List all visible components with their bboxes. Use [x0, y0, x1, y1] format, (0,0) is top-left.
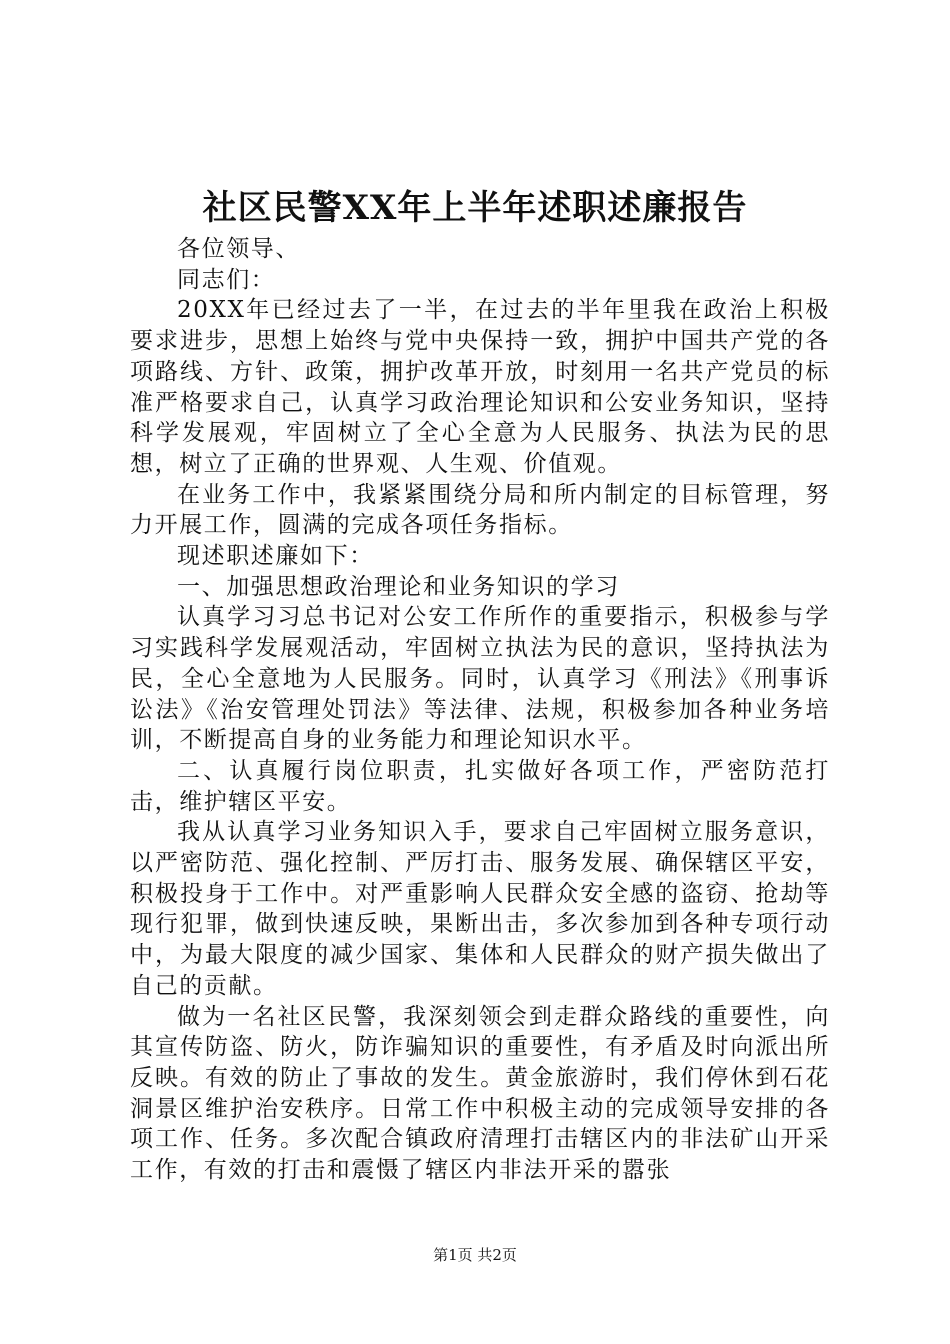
- section-heading-1: 一、加强思想政治理论和业务知识的学习: [177, 573, 620, 600]
- section-heading-2: 二、认真履行岗位职责，扎实做好各项工作，严密防范打击，维护辖区平安。: [130, 757, 830, 815]
- salutation-leaders: 各位领导、: [177, 236, 300, 262]
- paragraph-duties: 我从认真学习业务知识入手，要求自己牢固树立服务意识，以严密防范、强化控制、严厉打击、服务发展、确保辖区平安，积极投身于工作中。对严重影响人民群众安全感的盗窃、抢劫等现行犯罪，做到快速反映，果断出击，多次参加到各种专项行动中，为最大限度的减少国家、集体和人民群众的财产损失做出了自己的贡献。: [130, 819, 830, 999]
- paragraph-community: 做为一名社区民警，我深刻领会到走群众路线的重要性，向其宣传防盗、防火，防诈骗知识的重要性，有矛盾及时向派出所反映。有效的防止了事故的发生。黄金旅游时，我们停休到石花洞景区维护治安秩序。日常工作中积极主动的完成领导安排的各项工作、任务。多次配合镇政府清理打击辖区内的非法矿山开采工作，有效的打击和震慑了辖区内非法开采的嚣张: [130, 1003, 830, 1184]
- paragraph-study: 认真学习习总书记对公安工作所作的重要指示，积极参与学习实践科学发展观活动，牢固树立执法为民的意识，坚持执法为民，全心全意地为人民服务。同时，认真学习《刑法》《刑事诉讼法》《治安管理处罚法》等法律、法规，积极参加各种业务培训，不断提高自身的业务能力和理论知识水平。: [130, 604, 830, 754]
- salutation-comrades: 同志们：: [177, 266, 276, 293]
- paragraph-work: 在业务工作中，我紧紧围绕分局和所内制定的目标管理，努力开展工作，圆满的完成各项任务指标。: [130, 481, 830, 539]
- paragraph-lead-in: 现述职述廉如下：: [177, 543, 374, 570]
- document-title: 社区民警XX年上半年述职述廉报告: [202, 188, 748, 228]
- paragraph-intro: 20XX年已经过去了一半，在过去的半年里我在政治上积极要求进步，思想上始终与党中央保持一致，拥护中国共产党的各项路线、方针、政策，拥护改革开放，时刻用一名共产党员的标准严格要求自己，认真学习政治理论知识和公安业务知识，坚持科学发展观，牢固树立了全心全意为人民服务、执法为民的思想，树立了正确的世界观、人生观、价值观。: [130, 297, 830, 477]
- page-footer: 第1页 共2页: [433, 1246, 517, 1264]
- document-body: [130, 234, 830, 1186]
